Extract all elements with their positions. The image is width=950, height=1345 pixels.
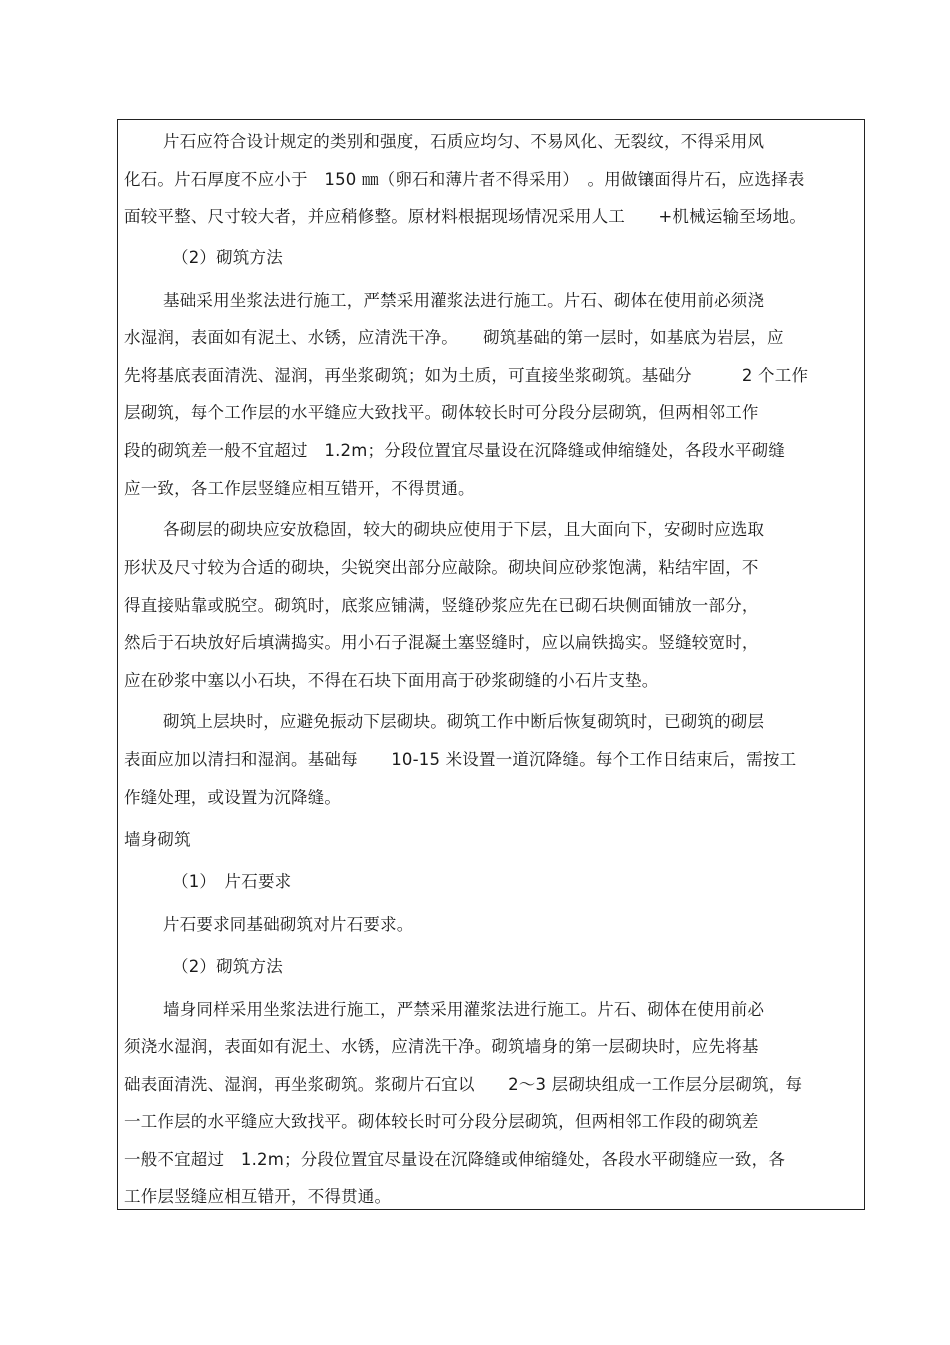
text-line: 应在砂浆中塞以小石块，不得在石块下面用高于砂浆砌缝的小石片支垫。	[124, 671, 659, 690]
text-line: 须浇水湿润，表面如有泥土、水锈，应清洗干净。砌筑墙身的第一层砌块时，应先将基	[124, 1037, 759, 1056]
text-line: 层砌筑，每个工作层的水平缝应大致找平。砌体较长时可分段分层砌筑，但两相邻工作	[124, 403, 759, 422]
text-line: 然后于石块放好后填满捣实。用小石子混凝土塞竖缝时，应以扁铁捣实。竖缝较宽时，	[124, 633, 759, 652]
subsection-heading: （2）砌筑方法	[172, 957, 283, 976]
text-line: 一工作层的水平缝应大致找平。砌体较长时可分段分层砌筑，但两相邻工作段的砌筑差	[124, 1112, 759, 1131]
text-line: 形状及尺寸较为合适的砌块，尖锐突出部分应敲除。砌块间应砂浆饱满，粘结牢固，不	[124, 558, 759, 577]
text-line: 先将基底表面清洗、湿润，再坐浆砌筑；如为土质，可直接坐浆砌筑。基础分 2 个工作	[124, 366, 809, 385]
text-line: 础表面清洗、湿润，再坐浆砌筑。浆砌片石宜以 2～3 层砌块组成一工作层分层砌筑，每	[124, 1075, 803, 1094]
text-line: 片石应符合设计规定的类别和强度，石质应均匀、不易风化、无裂纹，不得采用风	[163, 132, 765, 151]
text-line: 工作层竖缝应相互错开，不得贯通。	[124, 1187, 392, 1206]
text-line: 砌筑上层块时，应避免振动下层砌块。砌筑工作中断后恢复砌筑时，已砌筑的砌层	[163, 712, 765, 731]
text-line: 面较平整、尺寸较大者，并应稍修整。原材料根据现场情况采用人工 +机械运输至场地。	[124, 207, 807, 226]
text-line: 化石。片石厚度不应小于 150 ㎜（卵石和薄片者不得采用） 。用做镶面得片石，应选择表	[124, 170, 805, 189]
text-line: 水湿润，表面如有泥土、水锈，应清洗干净。 砌筑基础的第一层时，如基底为岩层，应	[124, 328, 784, 347]
text-line: 得直接贴靠或脱空。砌筑时，底浆应铺满，竖缝砂浆应先在已砌石块侧面铺放一部分，	[124, 596, 759, 615]
subsection-heading: （1） 片石要求	[172, 872, 292, 891]
text-line: 作缝处理，或设置为沉降缝。	[124, 788, 342, 807]
text-line: 段的砌筑差一般不宜超过 1.2m；分段位置宜尽量设在沉降缝或伸缩缝处，各段水平砌缝	[124, 441, 786, 460]
text-line: 墙身同样采用坐浆法进行施工，严禁采用灌浆法进行施工。片石、砌体在使用前必	[163, 1000, 765, 1019]
text-line: 各砌层的砌块应安放稳固，较大的砌块应使用于下层，且大面向下，安砌时应选取	[163, 520, 765, 539]
text-line: 应一致，各工作层竖缝应相互错开，不得贯通。	[124, 479, 475, 498]
section-heading: 墙身砌筑	[124, 830, 191, 849]
text-line: 片石要求同基础砌筑对片石要求。	[163, 915, 414, 934]
section-heading: （2）砌筑方法	[172, 248, 283, 267]
text-line: 表面应加以清扫和湿润。基础每 10-15 米设置一道沉降缝。每个工作日结束后，需按工	[124, 750, 797, 769]
text-line: 一般不宜超过 1.2m；分段位置宜尽量设在沉降缝或伸缩缝处，各段水平砌缝应一致，各	[124, 1150, 786, 1169]
text-line: 基础采用坐浆法进行施工，严禁采用灌浆法进行施工。片石、砌体在使用前必须浇	[163, 291, 765, 310]
